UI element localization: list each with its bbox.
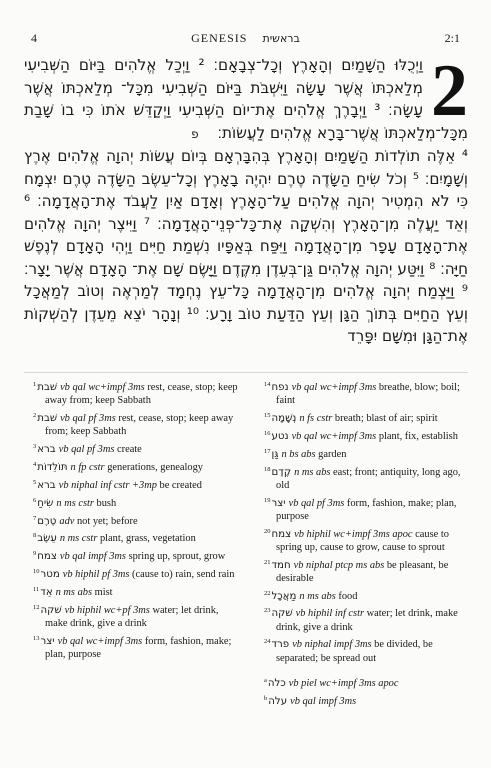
gloss-hebrew-word: שׁקה [271,608,293,620]
gloss-definition: mist [92,587,113,599]
gloss-number: 8 [33,532,37,540]
hebrew-line: הָאָדָם אֲשֶׁר יָצָר׃ ⁹ וַיַּצְמַח יְהוָה אֱלֹהִים מִן־הָאֲדָמָה כָּל־עֵץ [24,259,468,300]
gloss-number: 24 [264,638,271,646]
hebrew-text-block [24,50,469,359]
gloss-entry [260,378,472,407]
gloss-parsing: n ms cstr [59,533,98,545]
gloss-parsing: vb qal pf 3ms [58,443,115,455]
page-number: 4 [31,31,37,45]
gloss-hebrew-word: שׁקה [40,604,62,616]
hebrew-line: וַיְכֻלּוּ הַשָּׁמַיִם וְהָאָרֶץ וְכָל־צְבָאָם׃ ² וַיְכַל אֱלֹהִים בַּיּוֹם [69,56,423,74]
notes-spacer [260,666,472,674]
gloss-definition: not yet; before [74,515,138,527]
gloss-number: 23 [264,607,271,615]
gloss-entry [260,409,472,425]
gloss-definition: water; let drink, make drink, give a drink [276,608,458,633]
gloss-entry [29,409,241,438]
gloss-hebrew-word: עלה [268,696,288,708]
gloss-parsing: n ms abs [55,587,93,599]
gloss-parsing: vb hiphil inf cstr [295,608,365,620]
hebrew-line: הַשְּׁבִיעִי מְלַאכְתּוֹ אֲשֶׁר עָשָׂה וַיִּשְׁבֹּת בַּיּוֹם הַשְּׁבִיעִי מִכָּל־ [24,56,423,97]
gloss-parsing: vb qal wc+impf 3ms [57,635,143,647]
gloss-parsing: vb qal wc+impf 3ms [291,382,377,393]
gloss-definition: create [114,443,142,455]
gloss-parsing: vb qal impf 3ms [59,551,126,563]
gloss-parsing: n ms cstr [56,497,94,509]
gloss-number: 13 [33,634,40,642]
hebrew-line: ⁴ אֵלֶּה תוֹלְדוֹת הַשָּׁמַיִם וְהָאָרֶץ בְּהִבָּרְאָם בְּיוֹם עֲשׂוֹת יְהוָה [99,147,468,165]
gloss-definition: be pleasant, be desirable [276,559,449,584]
gloss-number: b [264,695,268,703]
gloss-entry [29,458,241,474]
chapter-verse-reference: 2:1 [444,31,460,45]
gloss-definition: spring up, sprout, grow [125,551,226,563]
gloss-entry [29,494,241,510]
glossary-column-right [260,378,472,710]
gloss-parsing: n ms abs [294,466,331,478]
hebrew-line: עַל־הָאָרֶץ וְאָדָם אַיִן לַעֲבֹד אֶת־הָאֲדָמָה׃ ⁶ וְאֵד יַעֲלֶה מִן־הָאָרֶץ [24,192,468,233]
gloss-definition: plant, grass, vegetation [97,533,196,545]
gloss-entry [29,632,241,661]
gloss-entry [29,565,241,581]
gloss-number: a [264,677,267,685]
gloss-hebrew-word: פרד [271,639,290,651]
gloss-parsing: n fp cstr [70,461,105,473]
gloss-definition: food [335,590,358,602]
gloss-parsing: vb niphal impf 3ms [292,639,372,651]
gloss-definition: be divided, be separated; be spread out [276,639,433,664]
gloss-entry [260,604,472,633]
gloss-parsing: vb hiphil pf 3ms [62,569,130,581]
hebrew-line: וְהִשְׁקָה אֶת־כָּל־פְּנֵי־הָאֲדָמָה׃ ⁷ וַיִּיצֶר יְהוָה אֱלֹהִים אֶת־הָאָדָם [24,214,468,255]
gloss-parsing: vb qal pf 3ms [60,412,116,424]
gloss-parsing: vb qal wc+impf 3ms [291,430,377,442]
gloss-number: 15 [264,411,271,419]
gloss-number: 20 [264,527,271,535]
gloss-entry [29,512,241,528]
gloss-parsing: vb qal wc+impf 3ms [60,382,145,393]
gloss-entry [29,547,241,563]
hebrew-verses [24,50,469,348]
gloss-parsing: vb niphal inf cstr +3mp [58,479,157,491]
gloss-number: 6 [33,496,37,504]
gloss-definition: plant, fix, establish [376,430,458,442]
book-title: GENESIS [191,31,248,45]
gloss-definition: east; front; antiquity, long ago, old [276,466,461,491]
gloss-entry [29,583,241,599]
gloss-definition: breath; blast of air; spirit [332,412,438,424]
gloss-hebrew-word: נפח [271,382,289,393]
gloss-entry [260,525,472,554]
gloss-hebrew-word: שׁבת [37,382,58,393]
divider [24,372,468,373]
gloss-hebrew-word: תּוֹלֵדוֹת [37,461,68,473]
gloss-hebrew-word: ברא [37,443,56,455]
gloss-parsing: n bs abs [281,448,316,460]
gloss-number: 22 [264,589,271,597]
gloss-parsing: vb qal impf 3ms [290,696,357,708]
gloss-parsing: vb qal pf 3ms [288,497,345,509]
gloss-entry [260,463,472,492]
hebrew-line: מְלַאכְתּוֹ אֲשֶׁר עָשָׂה׃ ³ וַיְבָרֶךְ אֱלֹהִים אֶת־יוֹם הַשְּׁבִיעִי וַיְקַדֵּשׁ [24,78,423,119]
gloss-number: 12 [33,603,40,611]
gloss-hebrew-word: חמד [271,559,291,571]
hebrew-line: טוֹב וָרָע׃ ¹⁰ וְנָהָר יֹצֵא מֵעֵדֶן לְהַשְׁקוֹת אֶת־הַגָּן וּמִשָּׁם יִפָּרֵד [24,304,468,345]
gloss-definition: (cause to) rain, send rain [129,569,235,581]
gloss-entry [260,674,472,690]
gloss-definition: garden [315,448,347,460]
gloss-hebrew-word: יצר [40,635,55,647]
gloss-entry [260,587,472,603]
gloss-number: 1 [33,381,37,388]
gloss-number: 17 [264,447,271,455]
gloss-parsing: vb niphal ptcp ms abs [293,559,385,571]
gloss-definition: bush [93,497,117,509]
hebrew-line: חַיָּה׃ ⁸ וַיִּטַּע יְהוָה אֱלֹהִים גַּן־בְּעֵדֶן מִקֶּדֶם וַיָּשֶׂם שָׁם אֶת־ [127,259,468,278]
gloss-hebrew-word: מַאֲכָל [271,590,297,602]
gloss-number: 7 [33,514,37,522]
gloss-entry [260,494,472,523]
gloss-hebrew-word: קֶדֶם [271,466,292,478]
gloss-parsing: vb piel wc+impf 3ms apoc [288,678,399,690]
gloss-hebrew-word: אֵד [40,587,53,599]
gloss-number: 9 [33,550,37,558]
page-header [0,0,491,50]
gloss-hebrew-word: נְשָׁמָה [271,412,297,424]
gloss-definition: breathe, blow; boil; faint [276,382,460,407]
gloss-number: 21 [264,558,271,566]
chapter-number: 2 [431,50,468,132]
gloss-entry [260,635,472,664]
gloss-entry [29,601,241,630]
gloss-hebrew-word: מטר [40,569,60,581]
gloss-definition: rest, cease, stop; keep away from; keep Sabbath [45,412,234,438]
gloss-hebrew-word: גַּן [271,448,279,460]
gloss-definition: generations, genealogy [104,461,203,473]
gloss-entry [29,529,241,545]
pe-section-marker: פ [191,126,199,141]
hebrew-line: וְכָל־עֵשֶׂב הַשָּׂדֶה טֶרֶם יִצְמָח כִּי לֹא הִמְטִיר יְהוָה אֱלֹהִים [24,169,468,210]
gloss-number: 11 [33,586,40,594]
gloss-hebrew-word: יצר [271,497,286,509]
hebrew-line: אֹתוֹ כִּי בוֹ שָׁבַת מִכָּל־מְלַאכְתּוֹ אֲשֶׁר־בָּרָא אֱלֹהִים לַעֲשׂוֹת׃ [24,101,468,142]
gloss-number: 16 [264,429,271,437]
gloss-definition: cause to spring up, cause to grow, cause to sprout [276,528,449,553]
gloss-number: 18 [264,465,271,473]
gloss-definition: water; let drink, make drink, give a drink [45,604,219,630]
gloss-parsing: n fs cstr [299,412,333,424]
gloss-entry [260,427,472,443]
gloss-hebrew-word: שׁבת [37,412,58,424]
gloss-number: 3 [33,442,37,450]
gloss-definition: form, fashion, make; plan, purpose [45,635,232,661]
gloss-number: 19 [264,496,271,504]
gloss-definition: be created [156,479,202,491]
gloss-number: 14 [264,381,271,388]
gloss-hebrew-word: טֶרֶם [37,515,57,527]
gloss-hebrew-word: עֵשֶׂב [37,533,57,545]
gloss-definition: rest, cease, stop; keep away from; keep Sabbath [45,382,238,407]
hebrew-line: נֶחְמָד לְמַרְאֶה וְטוֹב לְמַאֲכָל וְעֵץ הַחַיִּים בְּתוֹךְ הַגָּן וְעֵץ הַדַּעַת [24,282,468,323]
gloss-parsing: adv [59,515,75,527]
gloss-number: 4 [33,460,37,468]
gloss-hebrew-word: צמח [37,551,57,563]
gloss-entry [260,445,472,461]
gloss-number: 10 [33,568,40,576]
gloss-entry [260,556,472,585]
gloss-hebrew-word: צמח [271,528,292,540]
gloss-number: 5 [33,478,37,486]
gloss-hebrew-word: ברא [37,479,56,491]
gloss-hebrew-word: נטע [271,430,289,442]
gloss-entry [29,378,241,407]
gloss-hebrew-word: כלה [267,678,286,690]
hebrew-line: אֱלֹהִים אֶרֶץ וְשָׁמָיִם׃ ⁵ וְכֹל שִׂיחַ הַשָּׂדֶה טֶרֶם יִהְיֶה בָאָרֶץ [24,147,469,188]
gloss-definition: form, fashion, make; plan, purpose [276,497,457,522]
gloss-entry [29,440,241,456]
glossary-column-left [29,378,241,663]
hebrew-line: עָפָר מִן־הָאֲדָמָה וַיִּפַּח בְּאַפָּיו נִשְׁמַת חַיִּים וַיְהִי הָאָדָם לְנֶפֶשׁ [24,237,397,255]
gloss-number: 2 [33,411,37,419]
gloss-parsing: vb hiphil wc+impf 3ms apoc [294,528,413,540]
gloss-parsing: n ms abs [299,590,336,602]
running-title [0,31,491,46]
gloss-parsing: vb hiphil wc+pf 3ms [64,604,150,616]
gloss-entry [260,692,472,708]
gloss-entry [29,476,241,492]
gloss-hebrew-word: שִׂיחַ [37,497,54,509]
book-title-hebrew: בראשית [262,32,300,45]
